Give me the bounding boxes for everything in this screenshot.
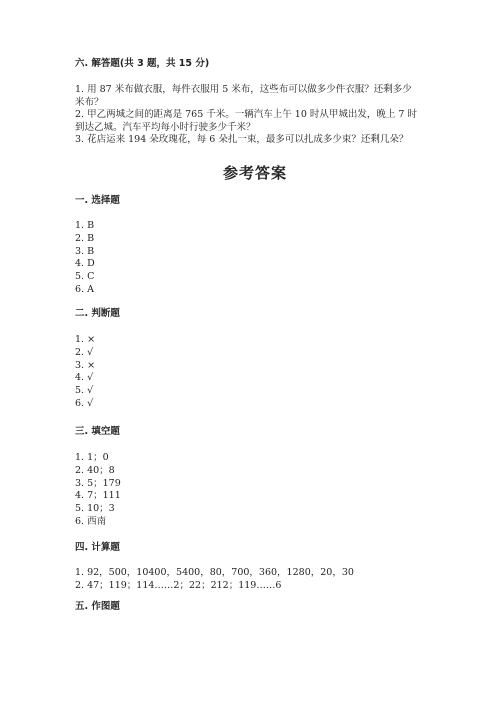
answer-section-title: 五. 作图题 xyxy=(75,601,120,612)
question-3: 3. 花店运来 194 朵玫瑰花，每 6 朵扎一束，最多可以扎成多少束？还剩几朵？ xyxy=(75,134,409,145)
answer-item: 1. 92，500，10400，5400，80，700，360，1280，20，30 xyxy=(75,567,354,578)
answer-item: 4. D xyxy=(75,258,95,270)
answer-section-fill xyxy=(75,425,435,529)
answer-item: 3. B xyxy=(75,245,95,257)
section-6-questions xyxy=(75,84,435,147)
answer-item: 4. 7；111 xyxy=(75,490,121,502)
answer-section-title: 一. 选择题 xyxy=(75,195,120,206)
answer-item: 2. 40；8 xyxy=(75,464,115,476)
answer-section-calc xyxy=(75,541,435,593)
answer-item: 5. 10；3 xyxy=(75,503,115,515)
answer-item: 6. A xyxy=(75,283,94,295)
answer-item: 1. × xyxy=(75,334,96,345)
answers-title: 参考答案 xyxy=(222,164,287,182)
answer-section-title: 三. 填空题 xyxy=(75,426,120,437)
answer-item: 2. √ xyxy=(75,346,94,358)
answer-item: 2. 47；119；114……2；22；212；119……6 xyxy=(75,579,282,591)
answer-section-title: 四. 计算题 xyxy=(75,542,120,553)
question-2: 2. 甲乙两城之间的距离是 765 千米。一辆汽车上午 10 时从甲城出发，晚上 7 时 到达乙城。汽车平均每小时行驶多少千米？ xyxy=(75,109,417,133)
answer-item: 1. B xyxy=(75,220,95,231)
section-6-title: 六. 解答题(共 3 题，共 15 分) xyxy=(75,58,210,69)
answer-section-judgement xyxy=(75,307,435,411)
answer-item: 6. √ xyxy=(75,397,94,409)
answer-item: 3. 5；179 xyxy=(75,477,121,489)
answer-item: 5. C xyxy=(75,271,95,283)
answer-section-choice xyxy=(75,194,435,297)
section-6 xyxy=(75,57,435,71)
answer-section-title: 二. 判断题 xyxy=(75,308,120,319)
answer-item: 3. × xyxy=(75,359,96,371)
answer-item: 5. √ xyxy=(75,385,94,397)
answer-item: 6. 西南 xyxy=(75,515,107,527)
answer-item: 2. B xyxy=(75,232,95,244)
answer-item: 1. 1；0 xyxy=(75,452,109,463)
answer-section-drawing xyxy=(75,600,435,614)
answer-item: 4. √ xyxy=(75,372,94,384)
question-1: 1. 用 87 米布做衣服，每件衣服用 5 米布，这些布可以做多少件衣服？还剩多少 米布？ xyxy=(75,84,412,108)
